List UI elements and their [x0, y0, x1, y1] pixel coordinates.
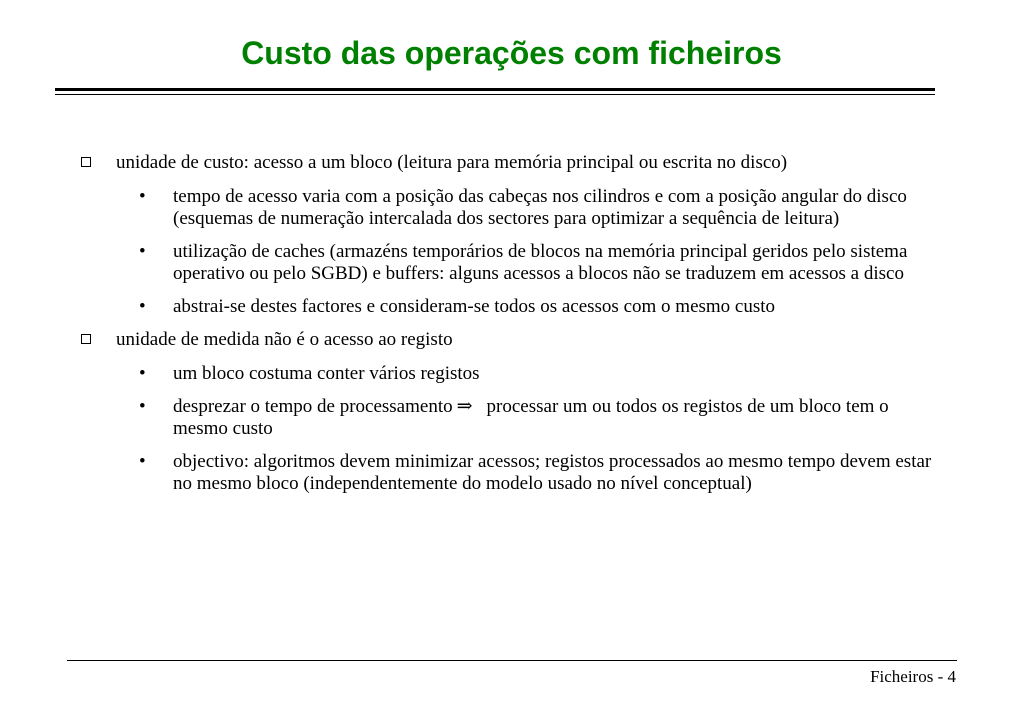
sub-bullet-abstraction: [80, 296, 940, 318]
slide-title: Custo das operações com ficheiros: [241, 35, 782, 71]
sub-bullet-access-time: [80, 186, 940, 230]
bullet-text: unidade de medida não é o acesso ao registo: [116, 329, 453, 350]
footer-page-label: Ficheiros - 4: [870, 667, 956, 686]
slide-body: [80, 152, 940, 506]
bullet-dot-icon: •: [139, 396, 146, 417]
footer-divider: [67, 660, 957, 661]
sub-bullet-text: abstrai-se destes factores e consideram-se todos os acessos com o mesmo custo: [173, 296, 776, 317]
sub-bullet-processing-time: [80, 396, 940, 440]
bullet-item-measure-unit: [80, 329, 940, 351]
sub-bullet-text: tempo de acesso varia com a posição das cabeças nos cilindros e com a posição angular do disco (esquemas de numeração intercalada dos sectores para optimizar a sequência de leitura): [173, 186, 907, 229]
implies-arrow-icon: ⇒: [456, 396, 473, 417]
title-divider-thin: [55, 94, 935, 95]
sub-bullet-block-records: [80, 363, 940, 385]
sub-bullet-caches: [80, 241, 940, 285]
bullet-dot-icon: •: [139, 363, 146, 384]
bullet-dot-icon: •: [139, 186, 146, 207]
hollow-square-bullet-icon: [81, 157, 91, 167]
sub-bullet-text-after: processar um ou todos os registos de um bloco tem o mesmo custo: [173, 396, 889, 439]
bullet-dot-icon: •: [139, 241, 146, 262]
bullet-item-cost-unit: [80, 152, 940, 174]
sub-bullet-text-before: desprezar o tempo de processamento: [173, 396, 453, 417]
sub-bullet-objective: [80, 451, 940, 495]
bullet-dot-icon: •: [139, 451, 146, 472]
sub-bullet-text: um bloco costuma conter vários registos: [173, 363, 480, 384]
sub-bullet-text: utilização de caches (armazéns temporários de blocos na memória principal geridos pelo sistema operativo ou pelo SGBD) e buffers: alguns acessos a blocos não se traduzem em acessos a disco: [173, 241, 908, 284]
hollow-square-bullet-icon: [81, 334, 91, 344]
title-divider-thick: [55, 88, 935, 91]
sub-bullet-text: objectivo: algoritmos devem minimizar acessos; registos processados ao mesmo tempo devem estar no mesmo bloco (independentemente do modelo usado no nível conceptual): [173, 451, 932, 494]
bullet-dot-icon: •: [139, 296, 146, 317]
bullet-text: unidade de custo: acesso a um bloco (leitura para memória principal ou escrita no disco): [116, 152, 788, 173]
